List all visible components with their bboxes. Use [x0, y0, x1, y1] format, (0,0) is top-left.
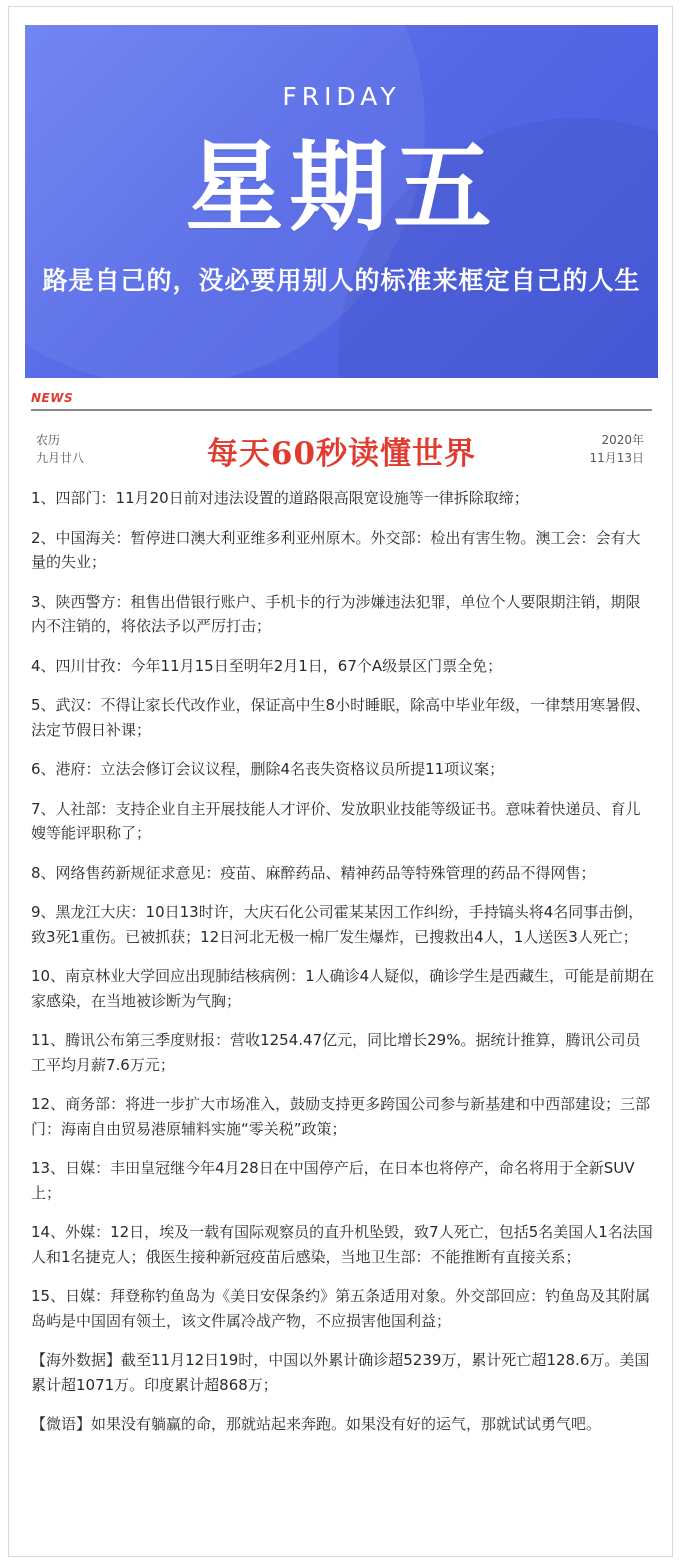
news-item: 9、黑龙江大庆：10日13时许，大庆石化公司霍某某因工作纠纷，手持镐头将4名同事击倒，致3死1重伤。已被抓获；12日河北无极一棉厂发生爆炸，已搜救出4人，1人送医3人死亡； [31, 903, 644, 946]
news-item: 4、四川甘孜：今年11月15日至明年2月1日，67个A级景区门票全免； [31, 656, 503, 675]
news-item: 8、网络售药新规征求意见：疫苗、麻醉药品、精神药品等特殊管理的药品不得网售； [31, 863, 596, 882]
news-item: 7、人社部：支持企业自主开展技能人才评价、发放职业技能等级证书。意味着快递员、育儿嫂等能评职称了； [31, 799, 641, 842]
daily-motto: 路是自己的，没必要用别人的标准来框定自己的人生 [42, 266, 641, 295]
weekday-chinese: 星期五 [185, 131, 498, 245]
lunar-label: 农历 [36, 433, 61, 447]
news-item: 2、中国海关：暂停进口澳大利亚维多利亚州原木。外交部：检出有害生物。澳工会：会有大量的失业； [31, 528, 641, 571]
news-item: 3、陕西警方：租售出借银行账户、手机卡的行为涉嫌违法犯罪，单位个人要限期注销，期限内不注销的，将依法予以严厉打击； [31, 592, 641, 635]
news-item: 5、武汉：不得让家长代改作业，保证高中生8小时睡眠，除高中毕业年级，一律禁用寒暑假、法定节假日补课； [31, 696, 651, 739]
section-divider [31, 409, 652, 411]
header-banner [25, 25, 658, 378]
news-item: 15、日媒：拜登称钓鱼岛为《美日安保条约》第五条适用对象。外交部回应：钓鱼岛及其附属岛屿是中国固有领土，该文件属冷战产物，不应损害他国利益； [31, 1287, 651, 1330]
date-year: 2020年 [601, 433, 644, 447]
news-item: 6、港府：立法会修订会议议程，删除4名丧失资格议员所提11项议案； [31, 760, 505, 778]
news-tag: NEWS [31, 391, 74, 405]
news-item: 10、南京林业大学回应出现肺结核病例：1人确诊4人疑似，确诊学生是西藏生，可能是前期在家感染，在当地被诊断为气胸； [31, 967, 655, 1010]
overseas-data: 【海外数据】截至11月12日19时，中国以外累计确诊超5239万，累计死亡超128.6万。美国累计超1071万。印度累计超868万； [31, 1351, 650, 1394]
news-item: 1、四部门：11月20日前对违法设置的道路限高限宽设施等一律拆除取缔； [31, 489, 529, 507]
gregorian-date [560, 431, 644, 467]
news-item: 14、外媒：12日，埃及一载有国际观察员的直升机坠毁，致7人死亡，包括5名美国人1名法国人和1名捷克人；俄医生接种新冠疫苗后感染，当地卫生部：不能推断有直接关系； [31, 1223, 653, 1266]
date-month-day: 11月13日 [589, 451, 644, 465]
lunar-value: 九月廿八 [36, 451, 85, 465]
news-item: 13、日媒：丰田皇冠继今年4月28日在中国停产后，在日本也将停产，命名将用于全新SUV上； [31, 1159, 635, 1202]
news-list [31, 486, 655, 1452]
page-title: 每天60秒读懂世界 [206, 436, 477, 472]
weekday-english: FRIDAY [282, 82, 401, 111]
news-item: 11、腾讯公布第三季度财报：营收1254.47亿元，同比增长29%。据统计推算，腾讯公司员工平均月薪7.6万元； [31, 1031, 641, 1074]
news-item: 12、商务部：将进一步扩大市场准入，鼓励支持更多跨国公司参与新基建和中西部建设；三部门：海南自由贸易港原辅料实施“零关税”政策； [31, 1095, 651, 1138]
daily-quote: 【微语】如果没有躺赢的命，那就站起来奔跑。如果没有好的运气，那就试试勇气吧。 [31, 1415, 602, 1433]
